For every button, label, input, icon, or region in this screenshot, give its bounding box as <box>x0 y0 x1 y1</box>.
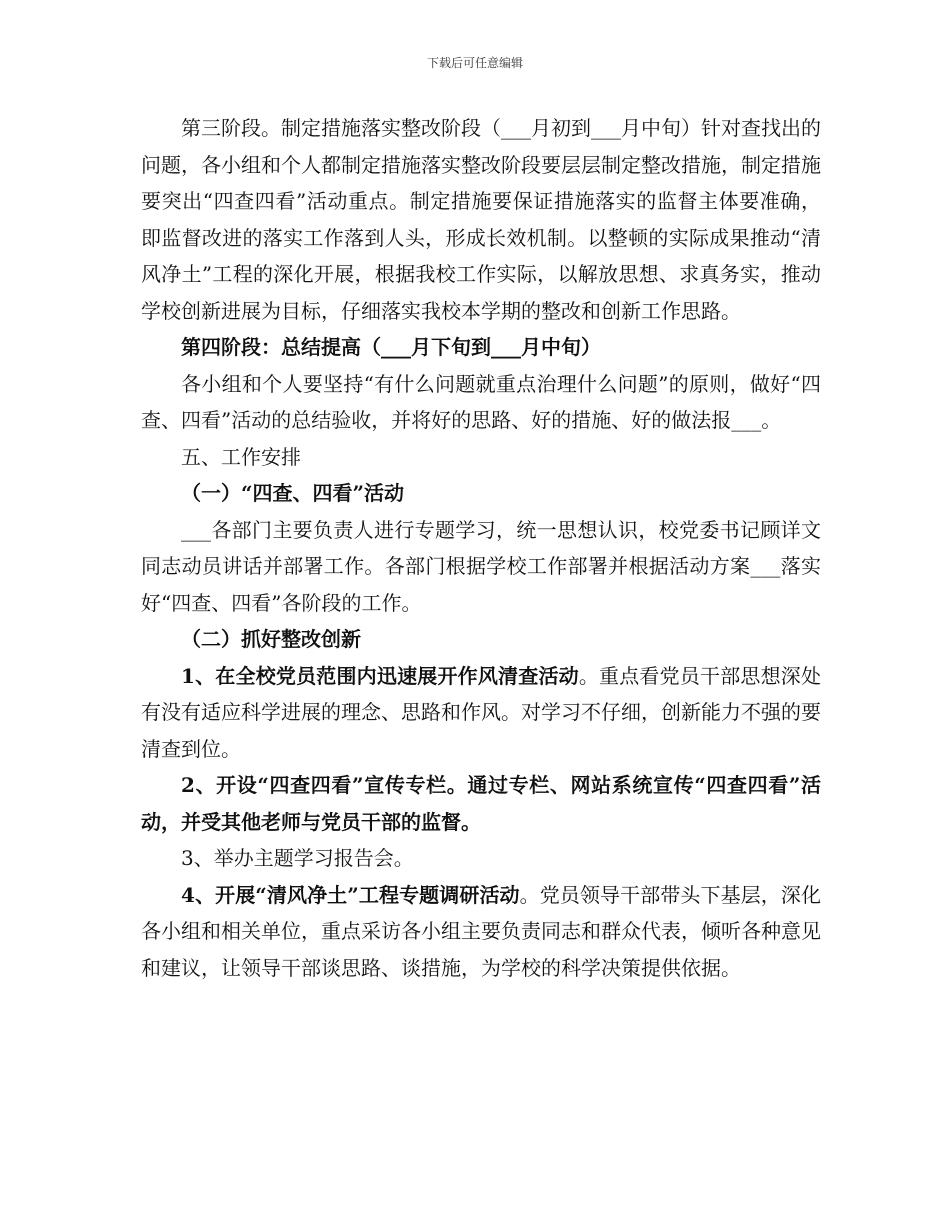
subheading-four-checks: （一）“四查、四看”活动 <box>181 481 405 505</box>
section-heading-work-arrangement: 五、工作安排 <box>181 444 301 469</box>
item-4 <box>141 877 821 987</box>
item-1-body: 。重点看党员干部思想深处有没有适应科学进展的理念、思路和作风。对学习不仔细，创新能力不强的要清查到位。 <box>141 663 822 761</box>
paragraph-stage-four: 各小组和个人要坚持“有什么问题就重点治理什么问题”的原则，做好“四查、四看”活动的总结验收，并将好的思路、好的措施、好的做法报___。 <box>141 371 821 432</box>
item-4-body: 。党员领导干部带头下基层，深化各小组和相关单位，重点采访各小组主要负责同志和群众代表，倾听各种意见和建议，让领导干部谈思路、谈措施，为学校的科学决策提供依据。 <box>141 882 821 980</box>
item-2: 2、开设“四查四看”宣传专栏。通过专栏、网站系统宣传“四查四看”活动，并受其他老师与党员干部的监督。 <box>141 773 821 834</box>
item-1 <box>141 658 821 768</box>
page-header: 下载后可任意编辑 <box>426 56 523 70</box>
paragraph-four-checks: ___各部门主要负责人进行专题学习，统一思想认识，校党委书记顾详文同志动员讲话并部署工作。各部门根据学校工作部署并根据活动方案___落实好“四查、四看”各阶段的工作。 <box>141 517 821 615</box>
paragraph-stage-three: 第三阶段。制定措施落实整改阶段（___月初到___月中旬）针对查找出的问题，各小组和个人都制定措施落实整改阶段要层层制定整改措施，制定措施要突出“四查四看”活动重点。制定措施要保证措施落实的监督主体要准确，即监督改进的落实工作落到人头，形成长效机制。以整顿的实际成果推动“清风净土”工程的深化开展，根据我校工作实际，以解放思想、求真务实，推动学校创新进展为目标，仔细落实我校本学期的整改和创新工作思路。 <box>141 116 821 323</box>
item-1-title: 1、在全校党员范围内迅速展开作风清查活动 <box>181 663 579 688</box>
item-3: 3、举办主题学习报告会。 <box>181 846 414 870</box>
heading-stage-four: 第四阶段：总结提高（___月下旬到___月中旬） <box>181 335 601 359</box>
document-body <box>141 110 821 986</box>
subheading-rectification: （二）抓好整改创新 <box>181 627 361 651</box>
item-4-title: 4、开展“清风净土”工程专题调研活动 <box>181 882 520 907</box>
